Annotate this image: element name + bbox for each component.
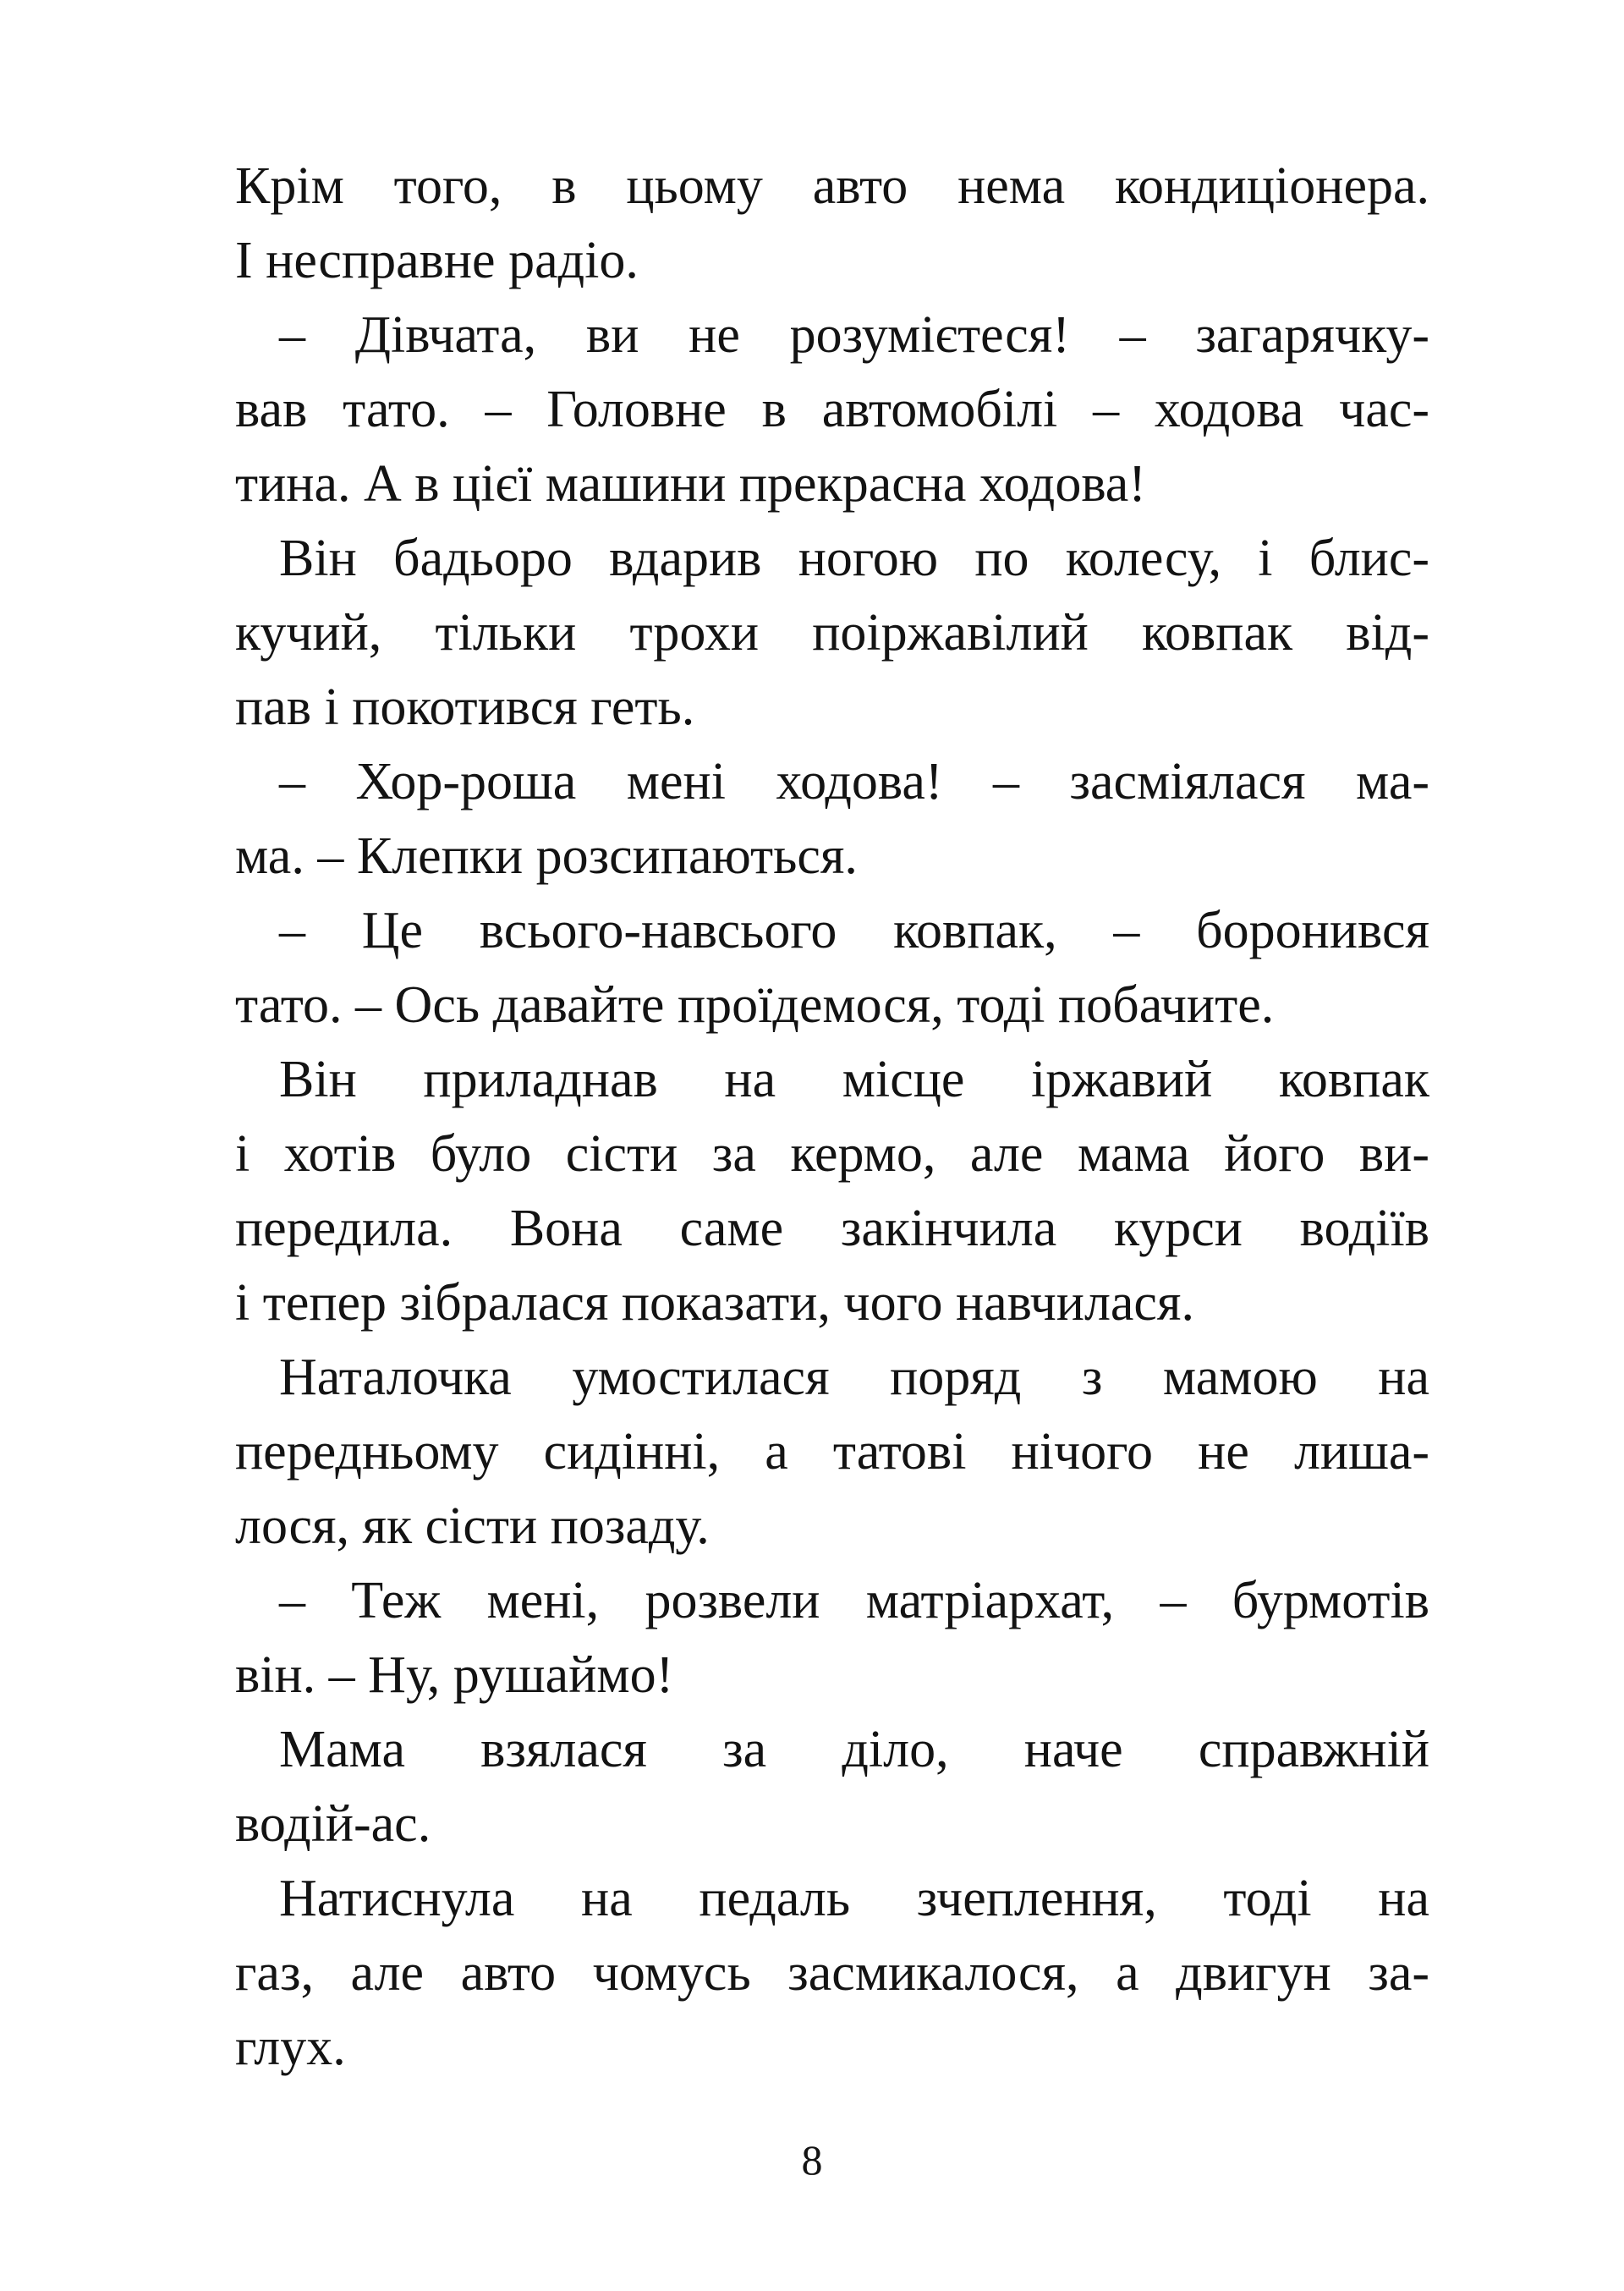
text-line: пав і покотився геть. <box>235 679 695 736</box>
text-line: – Теж мені, розвели матріархат, – бурмотів <box>279 1572 1429 1629</box>
paragraph <box>235 1712 1429 1861</box>
text-line: водій-ас. <box>235 1795 431 1853</box>
body-text-block <box>235 149 1429 2085</box>
text-line: І несправне радіо. <box>235 232 639 289</box>
text-line: передила. Вона саме закінчила курси водіїв <box>235 1200 1429 1257</box>
text-line: тато. – Ось давайте проїдемося, тоді побачите. <box>235 976 1275 1034</box>
paragraph <box>235 1042 1429 1340</box>
paragraph <box>235 149 1429 298</box>
paragraph <box>235 893 1429 1042</box>
text-line: лося, як сісти позаду. <box>235 1497 710 1555</box>
text-line: Він приладнав на місце іржавий ковпак <box>279 1051 1429 1108</box>
paragraph <box>235 1861 1429 2085</box>
text-line: Крім того, в цьому авто нема кондиціонера. <box>235 157 1429 215</box>
paragraph <box>235 521 1429 744</box>
text-line: тина. А в цієї машини прекрасна ходова! <box>235 455 1146 513</box>
paragraph <box>235 298 1429 521</box>
text-line: кучий, тільки трохи поіржавілий ковпак від- <box>235 604 1429 662</box>
text-line: і тепер зібралася показати, чого навчилася. <box>235 1274 1194 1332</box>
text-line: – Це всього-навсього ковпак, – боронився <box>279 902 1429 959</box>
text-line: вав тато. – Головне в автомобілі – ходова час- <box>235 381 1429 438</box>
page-number: 8 <box>801 2136 823 2184</box>
paragraph <box>235 1563 1429 1712</box>
text-line: – Дівчата, ви не розумієтеся! – загарячку- <box>279 306 1429 364</box>
text-line: передньому сидінні, а татові нічого не лиша- <box>235 1423 1429 1481</box>
paragraph <box>235 744 1429 893</box>
text-line: глух. <box>235 2019 346 2076</box>
text-line: і хотів було сісти за кермо, але мама його ви- <box>235 1125 1429 1183</box>
paragraph <box>235 1340 1429 1563</box>
text-line: – Хор-роша мені ходова! – засміялася ма- <box>279 753 1429 810</box>
text-line: Він бадьоро вдарив ногою по колесу, і блис- <box>279 530 1429 587</box>
text-line: Натиснула на педаль зчеплення, тоді на <box>279 1870 1429 1927</box>
text-line: Мама взялася за діло, наче справжній <box>279 1721 1429 1778</box>
text-line: ма. – Клепки розсипаються. <box>235 827 858 885</box>
text-line: він. – Ну, рушаймо! <box>235 1646 674 1704</box>
text-line: газ, але авто чомусь засмикалося, а двигун за- <box>235 1944 1429 2002</box>
text-line: Наталочка умостилася поряд з мамою на <box>279 1349 1429 1406</box>
